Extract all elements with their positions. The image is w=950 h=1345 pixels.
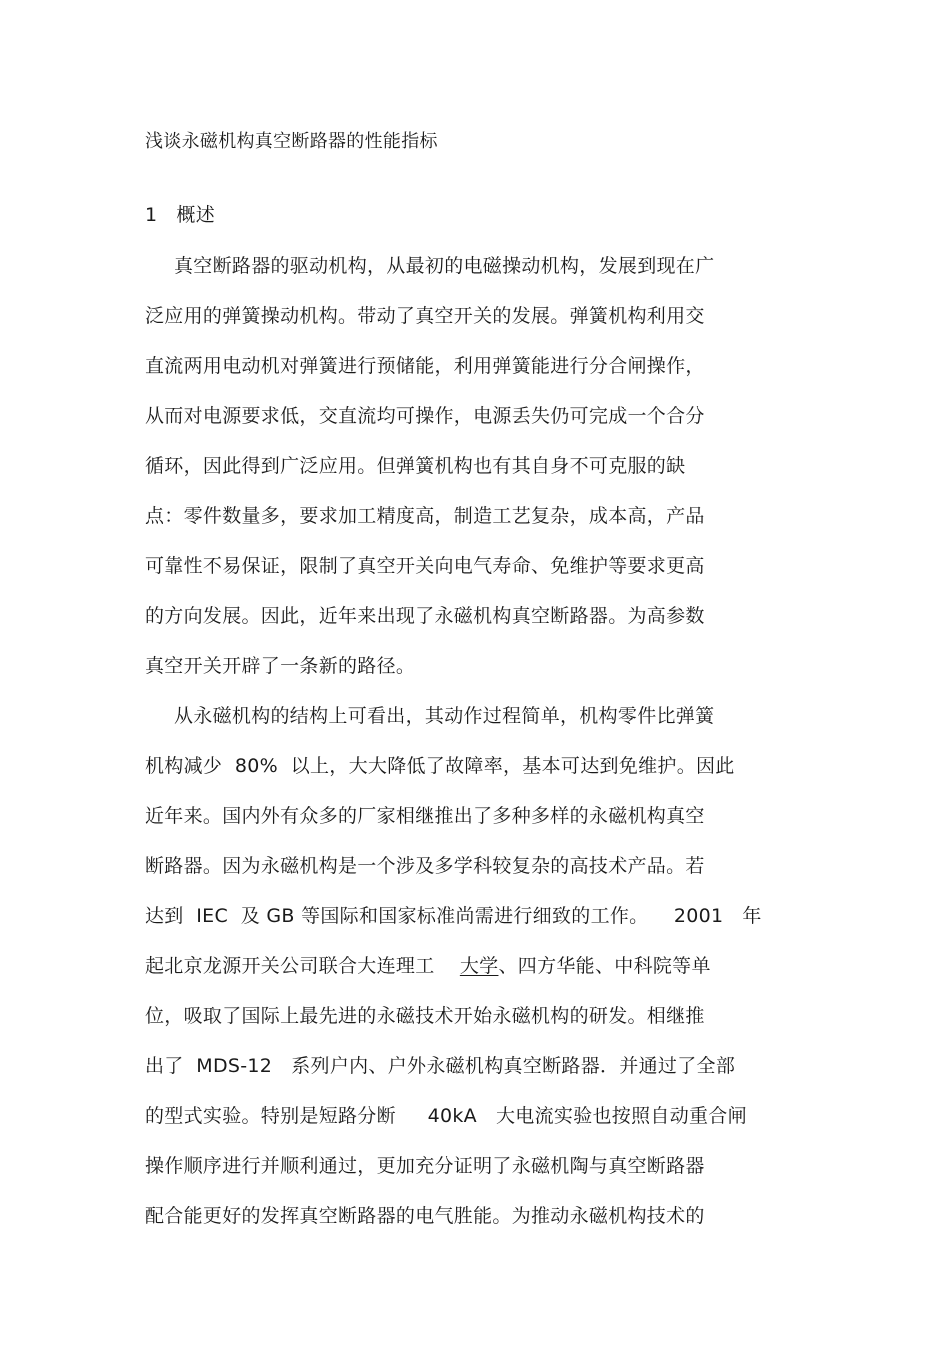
- document-title: 浅谈永磁机构真空断路器的性能指标: [145, 131, 438, 152]
- paragraph-line: 机构减少 80% 以上，大大降低了故障率，基本可达到免维护。因此: [145, 755, 735, 777]
- paragraph-line: 出了 MDS-12 系列户内、户外永磁机构真空断路器．并通过了全部: [145, 1055, 736, 1077]
- paragraph-line: 近年来。国内外有众多的厂家相继推出了多种多样的永磁机构真空: [145, 805, 705, 827]
- paragraph-line: 达到 IEC 及 GB 等国际和国家标准尚需进行细致的工作。 2001 年: [145, 905, 762, 927]
- paragraph-line: 真空断路器的驱动机构，从最初的电磁操动机构，发展到现在广: [174, 255, 715, 277]
- paragraph-line: 直流两用电动机对弹簧进行预储能，利用弹簧能进行分合闸操作，: [145, 355, 705, 377]
- paragraph-line: 操作顺序进行并顺利通过，更加充分证明了永磁机陶与真空断路器: [145, 1155, 705, 1177]
- paragraph-line: 配合能更好的发挥真空断路器的电气胜能。为推动永磁机构技术的: [145, 1205, 705, 1227]
- paragraph-line: 断路器。因为永磁机构是一个涉及多学科较复杂的高技术产品。若: [145, 855, 705, 877]
- paragraph-line: 从永磁机构的结构上可看出，其动作过程简单，机构零件比弹簧: [174, 705, 715, 727]
- paragraph-line: 从而对电源要求低，交直流均可操作，电源丢失仍可完成一个合分: [145, 405, 705, 427]
- paragraph-line: 可靠性不易保证，限制了真空开关向电气寿命、免维护等要求更高: [145, 555, 705, 577]
- paragraph-line: 点：零件数量多，要求加工精度高，制造工艺复杂，成本高，产品: [145, 505, 705, 527]
- paragraph-line: 的型式实验。特别是短路分断 40kA 大电流实验也按照自动重合闸: [145, 1105, 747, 1127]
- line-text: 起北京龙源开关公司联合大连理工: [145, 955, 460, 977]
- paragraph-line: 的方向发展。因此，近年来出现了永磁机构真空断路器。为高参数: [145, 605, 705, 627]
- paragraph-line: 位，吸取了国际上最先进的永磁技术开始永磁机构的研发。相继推: [145, 1005, 705, 1027]
- underlined-word: 大学: [459, 955, 499, 977]
- paragraph-line: 真空开关开辟了一条新的路径。: [145, 655, 416, 677]
- paragraph-line: 泛应用的弹簧操动机构。带动了真空开关的发展。弹簧机构利用交: [145, 305, 705, 327]
- paragraph-line: [145, 953, 711, 979]
- paragraph-line: 循环，因此得到广泛应用。但弹簧机构也有其自身不可克服的缺: [145, 455, 686, 477]
- section-heading: 1 概述: [145, 204, 216, 226]
- line-text: 、四方华能、中科院等单: [498, 955, 711, 977]
